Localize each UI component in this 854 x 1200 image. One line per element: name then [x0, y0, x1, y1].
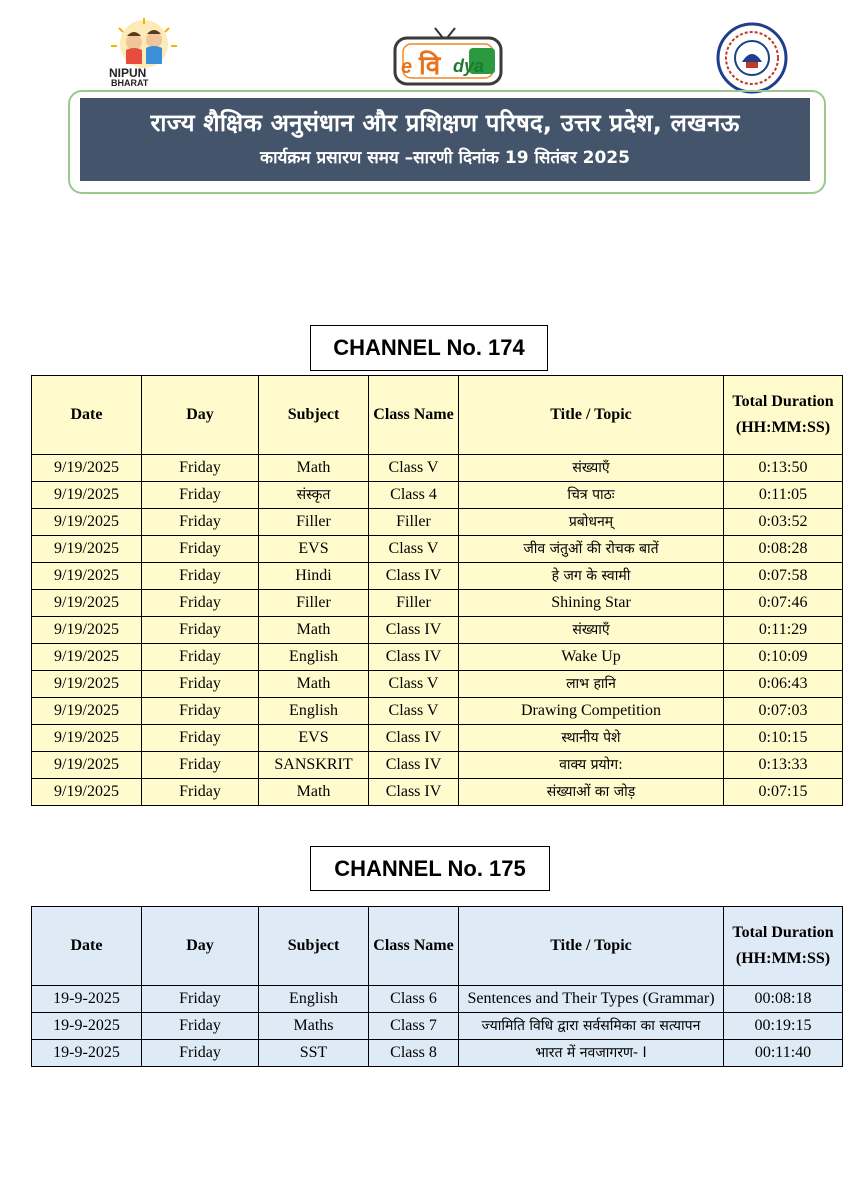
page-title: राज्य शैक्षिक अनुसंधान और प्रशिक्षण परिषद, उत्तर प्रदेश, लखनऊ [150, 109, 740, 137]
cell-subject: Math [259, 617, 369, 644]
cell-title-topic: संख्याओं का जोड़ [459, 779, 724, 806]
cell-class-name: Class IV [369, 644, 459, 671]
header-total-duration: Total Duration (HH:MM:SS) [724, 907, 843, 986]
cell-title-topic: Shining Star [459, 590, 724, 617]
cell-title-topic: वाक्य प्रयोग: [459, 752, 724, 779]
cell-title-topic: स्थानीय पेशे [459, 725, 724, 752]
cell-duration: 0:10:09 [724, 644, 843, 671]
cell-subject: Math [259, 455, 369, 482]
cell-class-name: Class 4 [369, 482, 459, 509]
cell-class-name: Class IV [369, 752, 459, 779]
cell-duration: 0:10:15 [724, 725, 843, 752]
table-row [32, 1040, 843, 1067]
channel-174-label: CHANNEL No. 174 [310, 325, 548, 371]
cell-subject: English [259, 644, 369, 671]
cell-duration: 0:03:52 [724, 509, 843, 536]
cell-duration: 0:13:50 [724, 455, 843, 482]
cell-duration: 0:07:03 [724, 698, 843, 725]
table-row [32, 698, 843, 725]
cell-class-name: Filler [369, 509, 459, 536]
table-row [32, 1013, 843, 1040]
header-subject: Subject [259, 376, 369, 455]
header-day: Day [142, 376, 259, 455]
cell-date: 9/19/2025 [32, 455, 142, 482]
table-row [32, 617, 843, 644]
cell-class-name: Class V [369, 671, 459, 698]
cell-duration: 00:08:18 [724, 986, 843, 1013]
cell-class-name: Class V [369, 698, 459, 725]
header-date: Date [32, 907, 142, 986]
table-row [32, 590, 843, 617]
cell-title-topic: संख्याएँ [459, 617, 724, 644]
evidya-e-text: e [401, 56, 413, 78]
cell-day: Friday [142, 509, 259, 536]
cell-day: Friday [142, 455, 259, 482]
header-class-name: Class Name [369, 907, 459, 986]
cell-duration: 0:13:33 [724, 752, 843, 779]
cell-day: Friday [142, 671, 259, 698]
cell-subject: EVS [259, 536, 369, 563]
cell-duration: 0:07:15 [724, 779, 843, 806]
cell-date: 9/19/2025 [32, 671, 142, 698]
cell-class-name: Class IV [369, 563, 459, 590]
cell-title-topic: ज्यामिति विधि द्वारा सर्वसमिका का सत्यापन [459, 1013, 724, 1040]
table-row [32, 482, 843, 509]
header-banner [80, 98, 810, 181]
header-day: Day [142, 907, 259, 986]
cell-subject: Math [259, 671, 369, 698]
cell-date: 9/19/2025 [32, 752, 142, 779]
table-row [32, 725, 843, 752]
cell-day: Friday [142, 617, 259, 644]
cell-day: Friday [142, 644, 259, 671]
cell-duration: 0:06:43 [724, 671, 843, 698]
cell-class-name: Class V [369, 536, 459, 563]
cell-duration: 0:07:58 [724, 563, 843, 590]
evidya-vi-text: वि [419, 51, 441, 81]
cell-duration: 00:19:15 [724, 1013, 843, 1040]
cell-day: Friday [142, 725, 259, 752]
channel-174-table-body [32, 455, 843, 806]
cell-title-topic: लाभ हानि [459, 671, 724, 698]
cell-day: Friday [142, 1013, 259, 1040]
cell-class-name: Class 6 [369, 986, 459, 1013]
cell-date: 19-9-2025 [32, 1013, 142, 1040]
cell-subject: Maths [259, 1013, 369, 1040]
cell-day: Friday [142, 590, 259, 617]
cell-date: 9/19/2025 [32, 644, 142, 671]
cell-class-name: Class 8 [369, 1040, 459, 1067]
cell-date: 19-9-2025 [32, 1040, 142, 1067]
header-subject: Subject [259, 907, 369, 986]
cell-subject: SST [259, 1040, 369, 1067]
table-row [32, 752, 843, 779]
channel-175-table [31, 906, 843, 1067]
cell-title-topic: प्रबोधनम् [459, 509, 724, 536]
cell-title-topic: जीव जंतुओं की रोचक बातें [459, 536, 724, 563]
cell-title-topic: चित्र पाठः [459, 482, 724, 509]
header-class-name: Class Name [369, 376, 459, 455]
cell-subject: SANSKRIT [259, 752, 369, 779]
cell-date: 9/19/2025 [32, 482, 142, 509]
nipun-bharat-logo [105, 18, 183, 90]
table-row [32, 455, 843, 482]
cell-date: 9/19/2025 [32, 536, 142, 563]
cell-title-topic: Sentences and Their Types (Grammar) [459, 986, 724, 1013]
cell-date: 9/19/2025 [32, 617, 142, 644]
cell-subject: संस्कृत [259, 482, 369, 509]
header-title-topic: Title / Topic [459, 376, 724, 455]
cell-class-name: Class 7 [369, 1013, 459, 1040]
evidya-dya-text: dya [453, 56, 485, 76]
cell-title-topic: संख्याएँ [459, 455, 724, 482]
table-header-row [32, 376, 843, 455]
table-header-row [32, 907, 843, 986]
header-total-duration: Total Duration (HH:MM:SS) [724, 376, 843, 455]
table-row [32, 536, 843, 563]
scert-seal-logo [712, 22, 792, 94]
cell-subject: Math [259, 779, 369, 806]
page-subtitle: कार्यक्रम प्रसारण समय –सारणी दिनांक 19 सितंबर 2025 [260, 148, 630, 168]
cell-title-topic: Drawing Competition [459, 698, 724, 725]
cell-date: 9/19/2025 [32, 590, 142, 617]
cell-class-name: Class IV [369, 617, 459, 644]
channel-175-table-body [32, 986, 843, 1067]
cell-subject: Filler [259, 590, 369, 617]
header-date: Date [32, 376, 142, 455]
cell-day: Friday [142, 563, 259, 590]
cell-duration: 0:11:05 [724, 482, 843, 509]
header-title-topic: Title / Topic [459, 907, 724, 986]
cell-date: 9/19/2025 [32, 779, 142, 806]
cell-subject: English [259, 698, 369, 725]
table-row [32, 671, 843, 698]
cell-title-topic: हे जग के स्वामी [459, 563, 724, 590]
cell-duration: 0:08:28 [724, 536, 843, 563]
evidya-logo [393, 26, 505, 88]
cell-title-topic: भारत में नवजागरण- I [459, 1040, 724, 1067]
cell-day: Friday [142, 779, 259, 806]
cell-date: 9/19/2025 [32, 725, 142, 752]
table-row [32, 779, 843, 806]
cell-subject: Hindi [259, 563, 369, 590]
channel-174-table [31, 375, 843, 806]
cell-date: 9/19/2025 [32, 509, 142, 536]
cell-subject: English [259, 986, 369, 1013]
cell-class-name: Class V [369, 455, 459, 482]
cell-date: 19-9-2025 [32, 986, 142, 1013]
table-row [32, 563, 843, 590]
cell-title-topic: Wake Up [459, 644, 724, 671]
cell-duration: 0:07:46 [724, 590, 843, 617]
bharat-logo-text: BHARAT [111, 78, 149, 88]
cell-subject: EVS [259, 725, 369, 752]
nipun-logo-text: NIPUN [109, 66, 147, 80]
cell-day: Friday [142, 986, 259, 1013]
cell-day: Friday [142, 536, 259, 563]
cell-duration: 00:11:40 [724, 1040, 843, 1067]
channel-175-label: CHANNEL No. 175 [310, 846, 550, 891]
cell-class-name: Class IV [369, 725, 459, 752]
cell-day: Friday [142, 1040, 259, 1067]
table-row [32, 644, 843, 671]
cell-class-name: Filler [369, 590, 459, 617]
cell-class-name: Class IV [369, 779, 459, 806]
cell-date: 9/19/2025 [32, 698, 142, 725]
cell-day: Friday [142, 698, 259, 725]
cell-subject: Filler [259, 509, 369, 536]
cell-duration: 0:11:29 [724, 617, 843, 644]
cell-day: Friday [142, 482, 259, 509]
table-row [32, 986, 843, 1013]
cell-day: Friday [142, 752, 259, 779]
table-row [32, 509, 843, 536]
cell-date: 9/19/2025 [32, 563, 142, 590]
